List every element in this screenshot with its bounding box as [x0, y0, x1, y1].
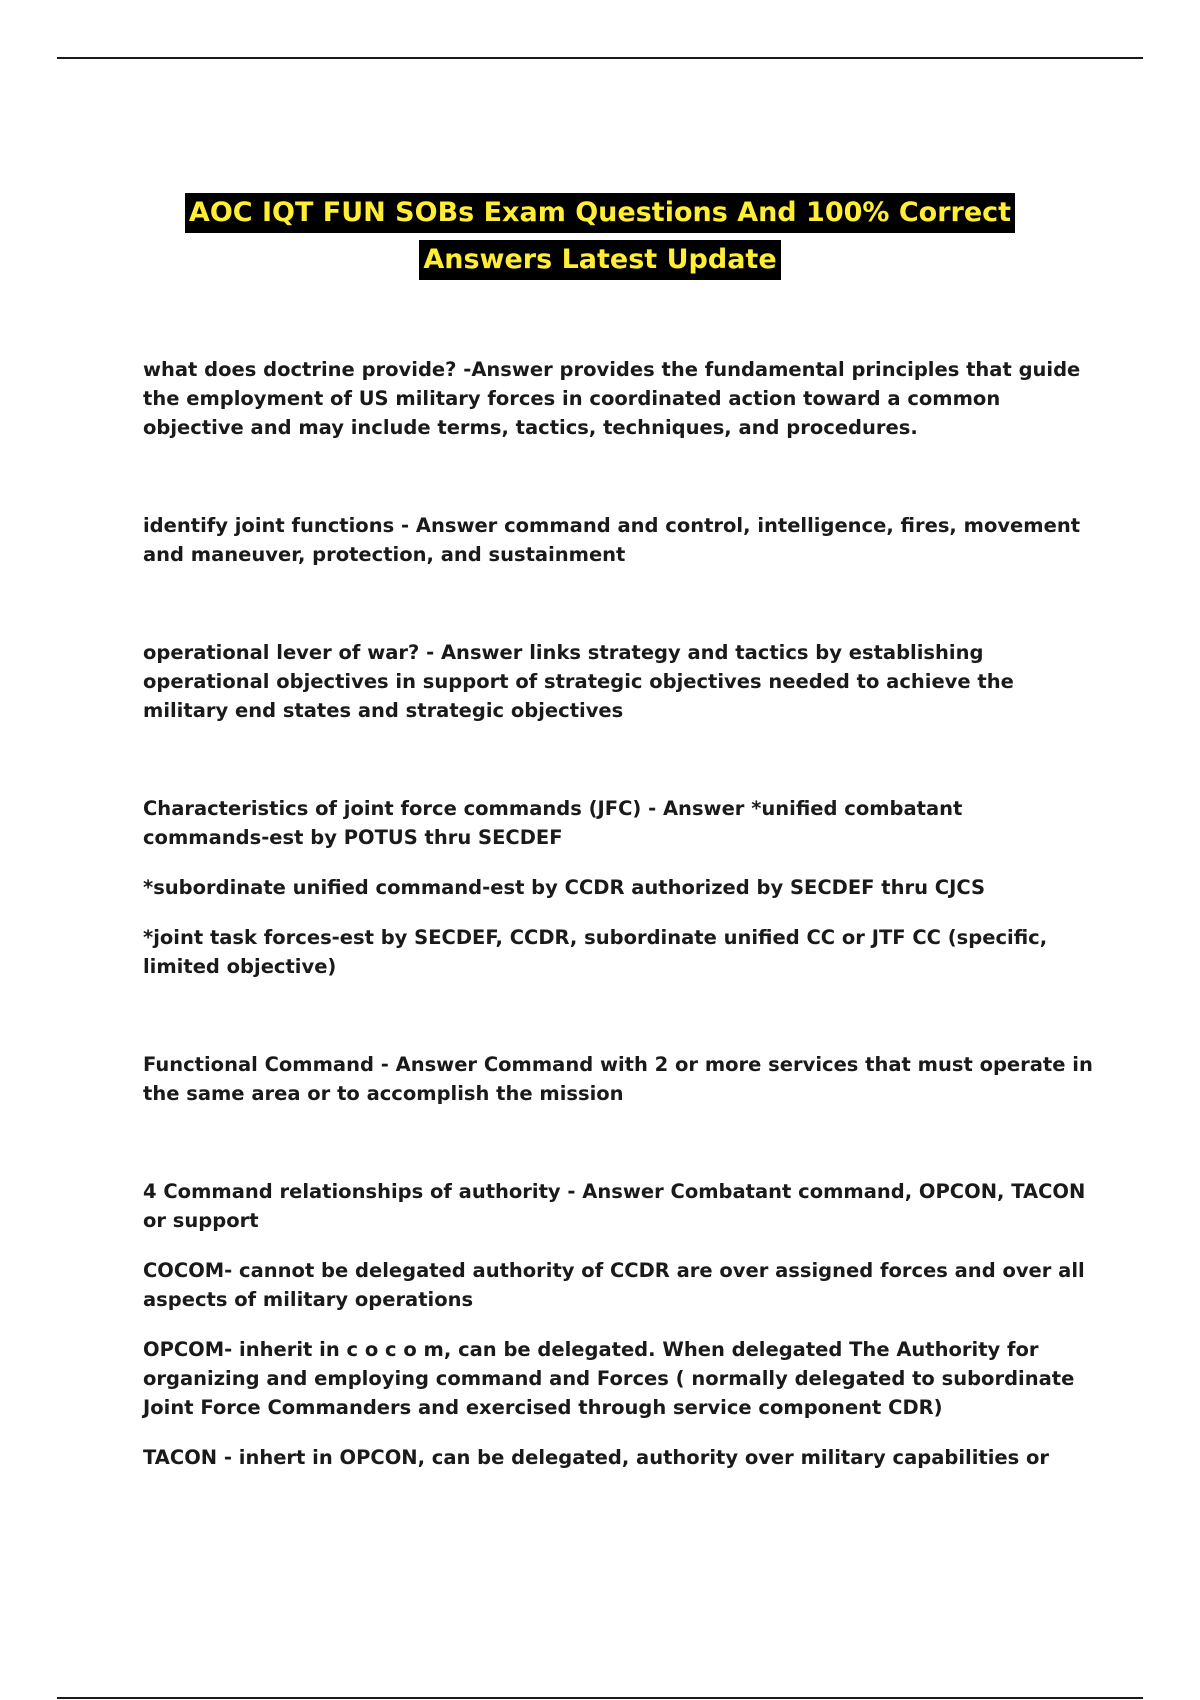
qa-paragraph: Functional Command - Answer Command with 2 or more services that must operate in the same area or to accomplish the mission [143, 1053, 1093, 1105]
qa-paragraph: *joint task forces-est by SECDEF, CCDR, subordinate unified CC or JTF CC (specific, limited objective) [143, 926, 1048, 978]
qa-paragraph: OPCOM- inherit in c o c o m, can be delegated. When delegated The Authority for organizing and employing command and Forces ( normally delegated to subordinate Joint Force Commanders and exercised through service component CDR) [143, 1338, 1075, 1419]
qa-paragraph: identify joint functions - Answer command and control, intelligence, fires, movement and maneuver, protection, and sustainment [143, 514, 1081, 566]
qa-entry-doctrine [143, 355, 1093, 442]
title-line-1: AOC IQT FUN SOBs Exam Questions And 100% Correct [185, 193, 1015, 233]
qa-entry-jfc-characteristics [143, 794, 1093, 981]
footer-rule [57, 1697, 1143, 1699]
qa-paragraph: Characteristics of joint force commands (JFC) - Answer *unified combatant commands-est by POTUS thru SECDEF [143, 797, 963, 849]
qa-paragraph: 4 Command relationships of authority - Answer Combatant command, OPCON, TACON or support [143, 1180, 1086, 1232]
document-body [143, 355, 1093, 1472]
qa-entry-operational-level [143, 638, 1093, 725]
qa-paragraph: TACON - inhert in OPCON, can be delegated, authority over military capabilities or [143, 1446, 1050, 1469]
header-rule [57, 57, 1143, 59]
title-line-2: Answers Latest Update [419, 240, 780, 280]
qa-entry-command-relationships [143, 1177, 1093, 1472]
document-title [0, 193, 1200, 287]
qa-entry-functional-command [143, 1050, 1093, 1108]
qa-entry-joint-functions [143, 511, 1093, 569]
qa-paragraph: *subordinate unified command-est by CCDR authorized by SECDEF thru CJCS [143, 876, 986, 899]
qa-paragraph: COCOM- cannot be delegated authority of CCDR are over assigned forces and over all aspects of military operations [143, 1259, 1085, 1311]
qa-paragraph: what does doctrine provide? -Answer provides the fundamental principles that guide the employment of US military forces in coordinated action toward a common objective and may include terms, tactics, techniques, and procedures. [143, 358, 1081, 439]
qa-paragraph: operational lever of war? - Answer links strategy and tactics by establishing operational objectives in support of strategic objectives needed to achieve the military end states and strategic objectives [143, 641, 1014, 722]
